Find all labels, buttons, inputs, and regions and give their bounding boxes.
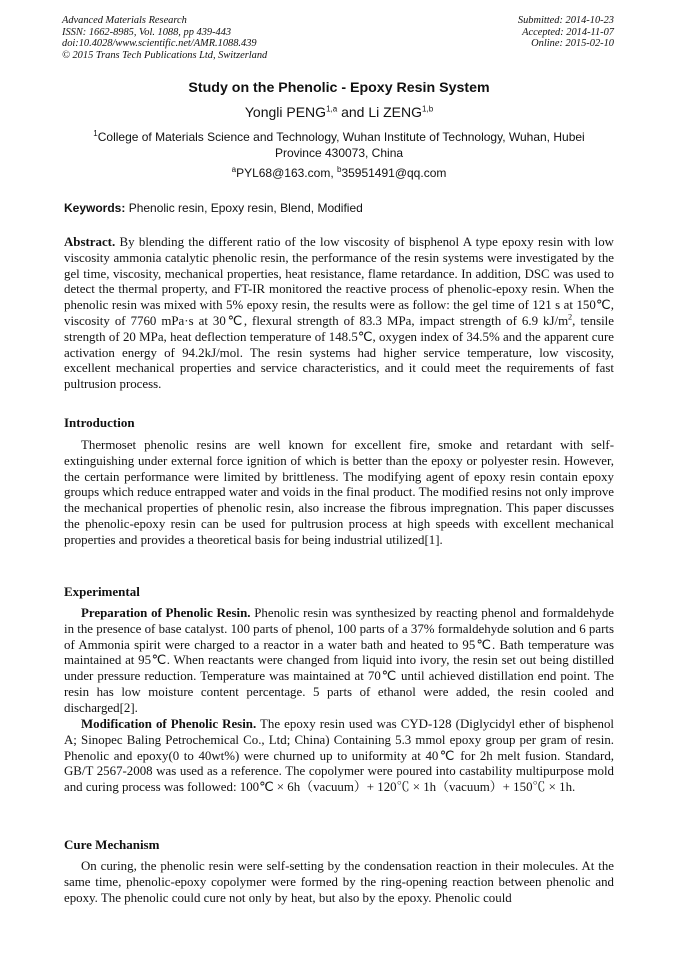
issn-line: ISSN: 1662-8985, Vol. 1088, pp 439-443 xyxy=(62,26,232,38)
submitted-date: Submitted: 2014-10-23 xyxy=(517,15,614,26)
email-a: PYL68@163.com, xyxy=(236,166,337,180)
journal-info xyxy=(62,15,267,61)
keywords-label: Keywords: xyxy=(64,201,126,215)
keywords-text: Phenolic resin, Epoxy resin, Blend, Modified xyxy=(125,201,363,215)
abstract-sup: 2 xyxy=(568,312,573,322)
email-b-mark: b xyxy=(336,165,342,174)
author-and: and xyxy=(337,104,369,120)
paper-title: Study on the Phenolic - Epoxy Resin System xyxy=(188,80,490,96)
dates-info xyxy=(518,15,614,50)
modification-paragraph xyxy=(64,717,614,796)
preparation-text: Phenolic resin was synthesized by reacting phenol and formaldehyde in the presence of base catalyst. 100 parts of phenol, 100 parts of a 37% formaldehyde solution and 6 parts of Ammonia spirit were charged to a reactor in a water bath and heated to 95℃. Bath temperature was maintained at 95℃. When reactants were changed from liquid into ivory, the resin set out being distilled under pressure reduction. Temperature was maintained at 70℃ until achieved distillation end point. The resin has low moisture content percentage. 5 parts of ethanol were added, the resin cooled and discharged[2]. xyxy=(64,606,615,715)
affiliation xyxy=(76,130,602,161)
introduction-heading: Introduction xyxy=(64,415,135,430)
author-1-affil: 1,a xyxy=(326,104,338,114)
doi-line: doi:10.4028/www.scientific.net/AMR.1088.439 xyxy=(62,38,257,50)
accepted-date: Accepted: 2014-11-07 xyxy=(522,26,614,38)
abstract xyxy=(64,235,614,393)
keywords xyxy=(64,201,614,215)
cure-paragraph: On curing, the phenolic resin were self-setting by the condensation reaction in their molecules. At the same time, phenolic-epoxy copolymer were formed by the ring-opening reaction between phenolic and epoxy. The phenolic could cure not only by heat, but also by the epoxy. Phenolic could xyxy=(64,859,614,905)
journal-name: Advanced Materials Research xyxy=(62,15,187,26)
abstract-text-1: By blending the different ratio of the low viscosity of bisphenol A type epoxy resin with low viscosity ammonia catalytic phenolic resin, the performance of the resin systems were investigated by the gel time, viscosity, mechanical properties, heat resistance, flame retardance. In addition, DSC was used to detect the thermal property, and FT-IR monitored the reactive process of phenolic-epoxy resin. When the phenolic resin was mixed with 5% epoxy resin, the results were as follow: the gel time of 121 s at 150℃, viscosity of 7760 mPa·s at 30℃, flexural strength of 83.3 MPa, impact strength of 6.9 kJ/m xyxy=(64,235,614,328)
abstract-label: Abstract. xyxy=(64,235,116,249)
cure-heading: Cure Mechanism xyxy=(64,837,160,852)
copyright-line: © 2015 Trans Tech Publications Ltd, Switzerland xyxy=(62,49,268,61)
author-2: Li ZENG xyxy=(368,104,423,120)
affiliation-text: College of Materials Science and Technology, Wuhan Institute of Technology, Wuhan, Hubei Province 430073, China xyxy=(97,130,585,160)
author-2-affil: 1,b xyxy=(422,104,434,114)
email-a-mark: a xyxy=(231,165,237,174)
online-date: Online: 2015-02-10 xyxy=(531,38,614,50)
introduction-paragraph: Thermoset phenolic resins are well known for excellent fire, smoke and retardant with self-extinguishing under external force ignition of which is better than the epoxy or polyester resin. However, the certain performance were limited by brittleness. The modifying agent of epoxy resin contain epoxy groups which reduce entrapped water and voids in the final product. The modified resins not only improve the mechanical properties of phenolic resin, also increase the fibrous impregnation. This paper discusses the phenolic-epoxy resin can be used for pultrusion process at high speeds with excellent mechanical properties and provides a theoretical basis for being industrial utilized[1]. xyxy=(64,438,614,547)
preparation-paragraph xyxy=(64,606,614,717)
experimental-heading: Experimental xyxy=(64,584,140,599)
modification-text: The epoxy resin used was CYD-128 (Diglycidyl ether of bisphenol A; Sinopec Baling Petrochemical Co., Ltd; China) Containing 5.3 mmol epoxy group per gram of resin. Phenolic and epoxy(0 to 40wt%) were churned up to uniformity at 40℃ for 2h melt fusion. Standard, GB/T 2567-2008 was used as a reference. The copolymer were poured into castability multipurpose mold and curing process was followed: 100℃ × 6h（vacuum）+ 120℃ × 1h（vacuum）+ 150℃ × 1h. xyxy=(64,717,614,795)
modification-label: Modification of Phenolic Resin. xyxy=(81,717,257,731)
email-line xyxy=(0,166,678,180)
author-line xyxy=(0,104,678,120)
affiliation-mark: 1 xyxy=(93,129,98,138)
email-b: 35951491@qq.com xyxy=(341,166,447,180)
preparation-label: Preparation of Phenolic Resin. xyxy=(81,606,251,620)
author-1: Yongli PENG xyxy=(244,104,327,120)
abstract-text-2: , tensile strength of 20 MPa, heat deflection temperature of 148.5℃, oxygen index of 34.5% and the apparent cure activation energy of 94.2kJ/mol. The resin systems had higher service temperature, low viscosity, excellent mechanical properties and service characteristics, and it could meet the requirements of fast pultrusion process. xyxy=(64,313,614,392)
